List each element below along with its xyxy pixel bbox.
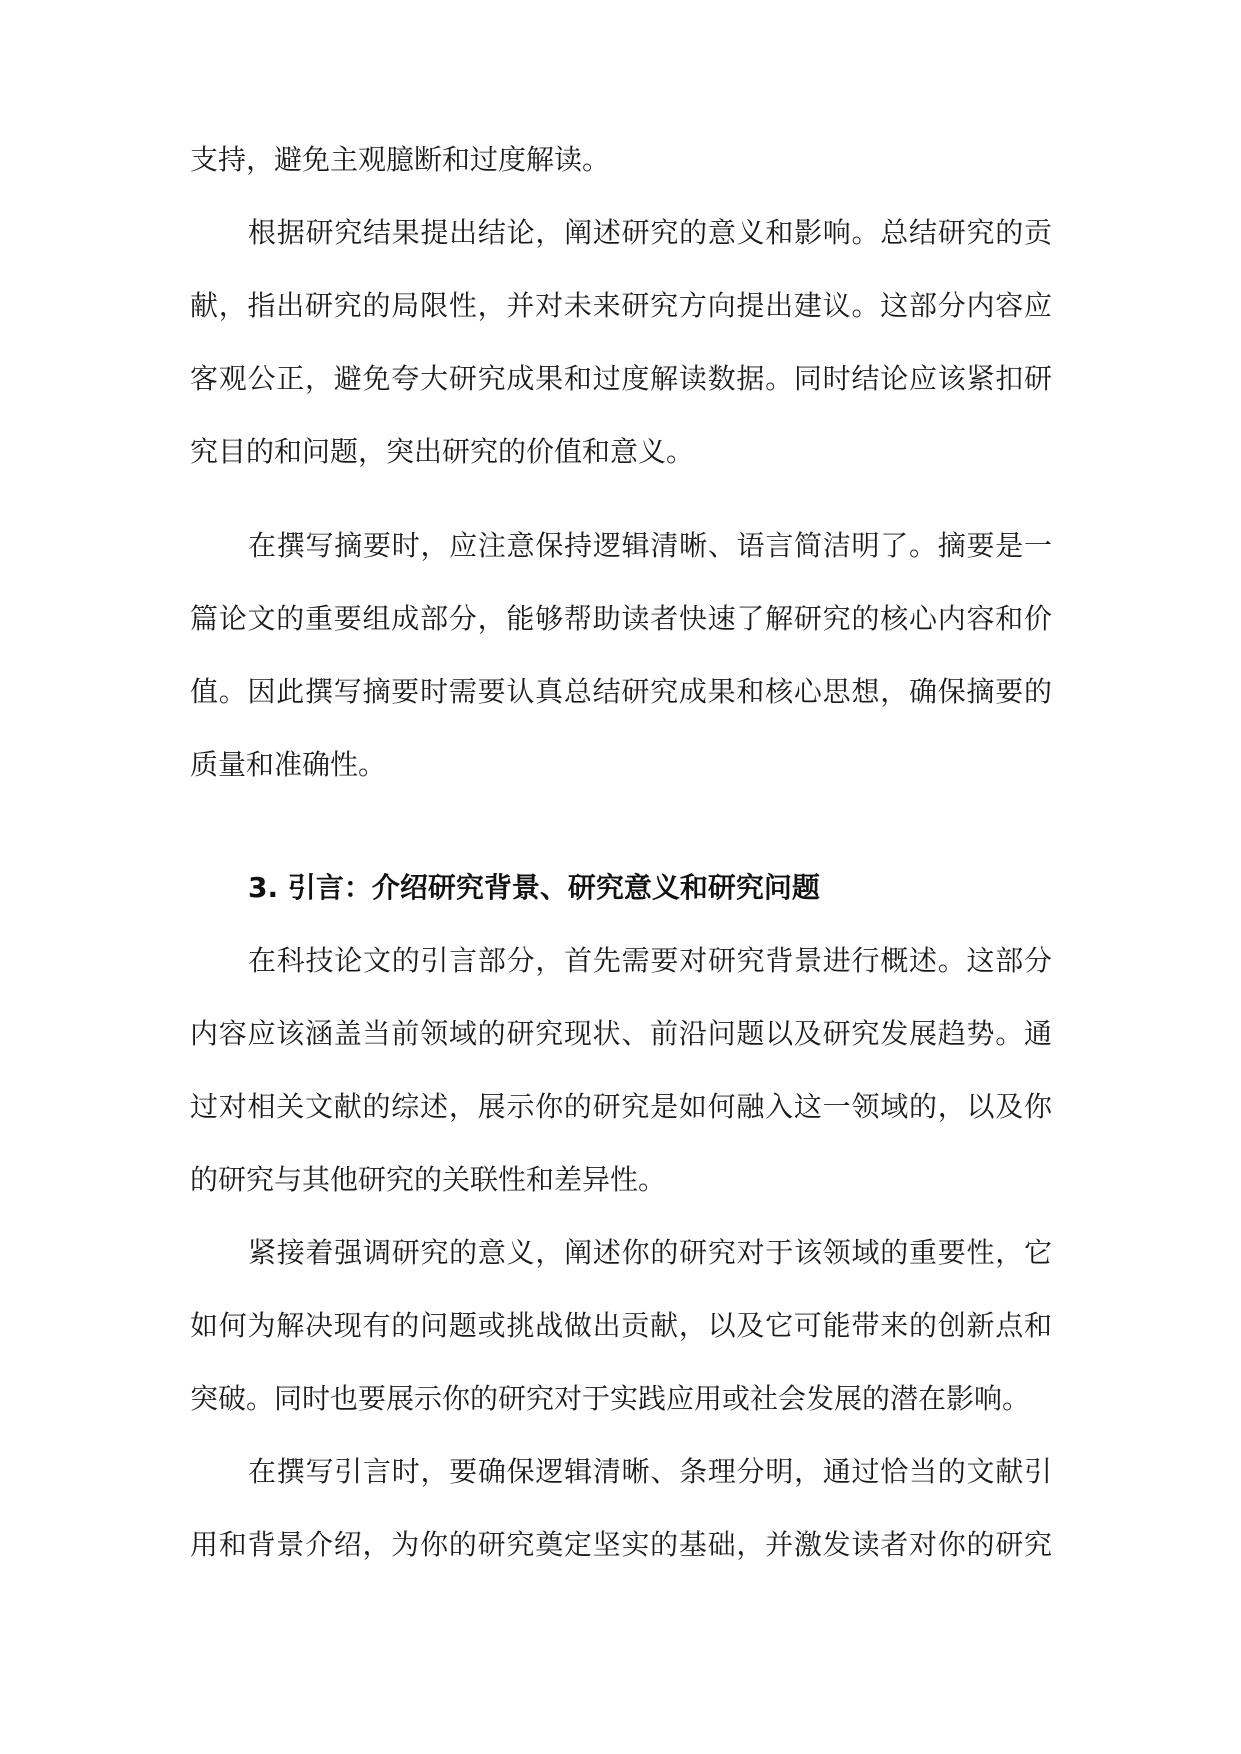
paragraph-line: 献，指出研究的局限性，并对未来研究方向提出建议。这部分内容应 (190, 289, 1052, 322)
paragraph-line: 过对相关文献的综述，展示你的研究是如何融入这一领域的，以及你 (190, 1090, 1052, 1123)
paragraph-line: 在科技论文的引言部分，首先需要对研究背景进行概述。这部分 (248, 944, 1052, 977)
paragraph-line: 紧接着强调研究的意义，阐述你的研究对于该领域的重要性，它 (248, 1236, 1052, 1269)
paragraph-line: 在撰写引言时，要确保逻辑清晰、条理分明，通过恰当的文献引 (248, 1455, 1052, 1488)
paragraph-line: 篇论文的重要组成部分，能够帮助读者快速了解研究的核心内容和价 (190, 602, 1052, 635)
paragraph-line: 突破。同时也要展示你的研究对于实践应用或社会发展的潜在影响。 (190, 1382, 1031, 1415)
paragraph-line: 的研究与其他研究的关联性和差异性。 (190, 1163, 667, 1196)
paragraph-line: 根据研究结果提出结论，阐述研究的意义和影响。总结研究的贡 (248, 216, 1052, 249)
section-heading: 3. 引言：介绍研究背景、研究意义和研究问题 (248, 871, 820, 904)
paragraph-line: 质量和准确性。 (190, 748, 387, 781)
paragraph-line: 内容应该涵盖当前领域的研究现状、前沿问题以及研究发展趋势。通 (190, 1017, 1052, 1050)
paragraph-line: 值。因此撰写摘要时需要认真总结研究成果和核心思想，确保摘要的 (190, 675, 1052, 708)
paragraph-line: 用和背景介绍，为你的研究奠定坚实的基础，并激发读者对你的研究 (190, 1528, 1052, 1561)
paragraph-line: 在撰写摘要时，应注意保持逻辑清晰、语言简洁明了。摘要是一 (248, 529, 1052, 562)
paragraph-line: 支持，避免主观臆断和过度解读。 (190, 143, 611, 176)
paragraph-line: 如何为解决现有的问题或挑战做出贡献，以及它可能带来的创新点和 (190, 1309, 1052, 1342)
paragraph-line: 客观公正，避免夸大研究成果和过度解读数据。同时结论应该紧扣研 (190, 362, 1052, 395)
paragraph-line: 究目的和问题，突出研究的价值和意义。 (190, 435, 695, 468)
